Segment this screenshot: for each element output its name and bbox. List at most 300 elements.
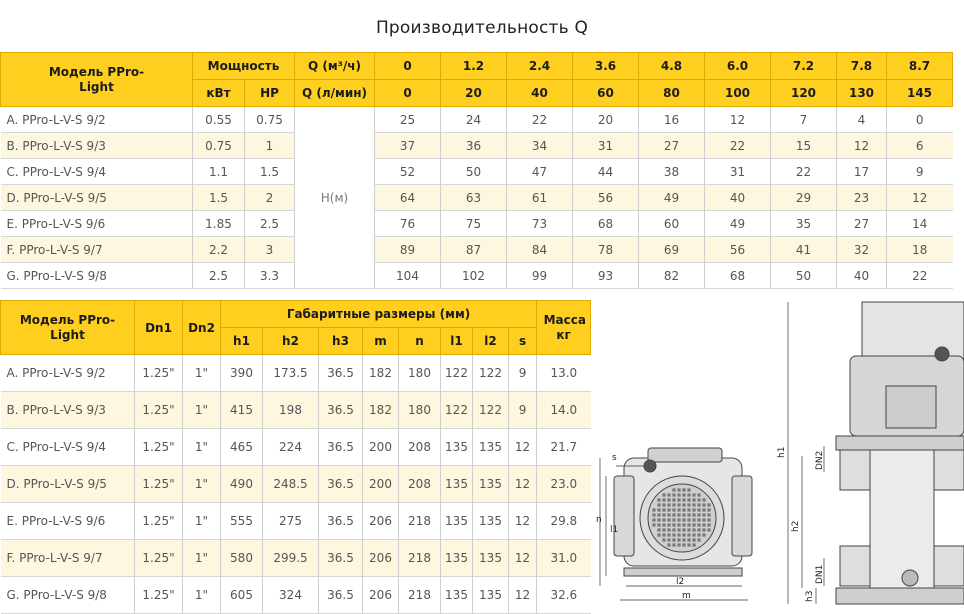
grille-hole [697, 508, 700, 511]
perf-head-cell: 22 [705, 133, 771, 159]
dn2-cell: 1" [183, 577, 221, 614]
perf-head-cell: 78 [573, 237, 639, 263]
grille-hole [672, 523, 675, 526]
dims-value-cell: 135 [441, 466, 473, 503]
dims-value-cell: 173.5 [263, 355, 319, 392]
grille-hole [692, 528, 695, 531]
grille-hole [687, 518, 690, 521]
dims-value-cell: 135 [441, 577, 473, 614]
perf-head-cell: 22 [771, 159, 837, 185]
performance-table [0, 52, 953, 289]
q-lmin-label: Q (л/мин) [295, 80, 375, 107]
q-m3h-value: 7.8 [837, 53, 887, 80]
perf-model-cell: F. PPro-L-V-S 9/7 [1, 237, 193, 263]
grille-hole [697, 493, 700, 496]
grille-hole [707, 508, 710, 511]
dims-value-cell: 390 [221, 355, 263, 392]
grille-hole [682, 538, 685, 541]
dims-value-cell: 122 [441, 392, 473, 429]
perf-head-cell: 32 [837, 237, 887, 263]
grille-hole [702, 518, 705, 521]
grille-hole [707, 513, 710, 516]
grille-hole [677, 523, 680, 526]
kw-header: кВт [193, 80, 245, 107]
perf-hp-cell: 1.5 [245, 159, 295, 185]
grille-hole [697, 538, 700, 541]
grille-hole [687, 513, 690, 516]
dims-value-cell: 218 [399, 577, 441, 614]
dims-value-cell: 180 [399, 355, 441, 392]
grille-hole [697, 518, 700, 521]
perf-head-cell: 49 [639, 185, 705, 211]
grille-hole [707, 503, 710, 506]
grille-hole [657, 528, 660, 531]
dims-value-cell: 324 [263, 577, 319, 614]
front-label-s: s [612, 453, 617, 463]
side-body [836, 436, 964, 604]
grille-hole [702, 513, 705, 516]
grille-hole [682, 508, 685, 511]
hp-header: HP [245, 80, 295, 107]
grille-hole [667, 528, 670, 531]
perf-head-cell: 56 [573, 185, 639, 211]
perf-head-cell: 9 [887, 159, 953, 185]
dn2-cell: 1" [183, 355, 221, 392]
perf-head-cell: 38 [639, 159, 705, 185]
q-lmin-value: 120 [771, 80, 837, 107]
grille-hole [692, 523, 695, 526]
perf-head-cell: 24 [441, 107, 507, 133]
mass-cell: 32.6 [537, 577, 591, 614]
dims-value-cell: 200 [363, 466, 399, 503]
grille-hole [667, 543, 670, 546]
q-lmin-value: 145 [887, 80, 953, 107]
perf-head-cell: 99 [507, 263, 573, 289]
grille-hole [692, 503, 695, 506]
perf-head-cell: 102 [441, 263, 507, 289]
grille-hole [662, 518, 665, 521]
grille-hole [667, 498, 670, 501]
grille-hole [662, 533, 665, 536]
pump-front-view-drawing [596, 436, 766, 606]
dims-value-cell: 135 [473, 540, 509, 577]
grille-hole [667, 493, 670, 496]
q-m3h-value: 3.6 [573, 53, 639, 80]
q-m3h-value: 4.8 [639, 53, 705, 80]
perf-head-cell: 14 [887, 211, 953, 237]
grille-hole [662, 508, 665, 511]
grille-hole [702, 508, 705, 511]
side-label-dn1: DN1 [815, 564, 825, 584]
perf-head-cell: 40 [705, 185, 771, 211]
grille-hole [692, 533, 695, 536]
perf-head-cell: 12 [887, 185, 953, 211]
grille-hole [662, 493, 665, 496]
side-motor [850, 302, 964, 436]
dims-model-cell: F. PPro-L-V-S 9/7 [1, 540, 135, 577]
perf-hp-cell: 3.3 [245, 263, 295, 289]
grille-hole [662, 513, 665, 516]
grille-hole [687, 543, 690, 546]
perf-head-cell: 50 [441, 159, 507, 185]
dn2-header: Dn2 [183, 301, 221, 355]
grille-hole [657, 533, 660, 536]
dn1-cell: 1.25" [135, 466, 183, 503]
dims-row [1, 540, 591, 577]
dims-value-cell: 122 [473, 355, 509, 392]
perf-head-cell: 37 [375, 133, 441, 159]
perf-hp-cell: 2.5 [245, 211, 295, 237]
grille-hole [682, 543, 685, 546]
grille-hole [687, 533, 690, 536]
mass-header [537, 301, 591, 355]
dims-col-header: h2 [263, 328, 319, 355]
perf-head-cell: 12 [837, 133, 887, 159]
power-header: Мощность [193, 53, 295, 80]
grille-hole [682, 523, 685, 526]
dims-col-header: s [509, 328, 537, 355]
perf-head-cell: 73 [507, 211, 573, 237]
dims-value-cell: 206 [363, 540, 399, 577]
dims-value-cell: 182 [363, 392, 399, 429]
q-m3h-value: 1.2 [441, 53, 507, 80]
grille-hole [682, 498, 685, 501]
grille-hole [672, 538, 675, 541]
dims-value-cell: 135 [441, 503, 473, 540]
dn2-cell: 1" [183, 466, 221, 503]
pump-side-view-drawing [774, 296, 964, 608]
h-label-cell: H(м) [295, 107, 375, 289]
dims-model-cell: A. PPro-L-V-S 9/2 [6, 366, 106, 380]
perf-hp-cell: 2 [245, 185, 295, 211]
grille-hole [697, 513, 700, 516]
perf-head-cell: 34 [507, 133, 573, 159]
grille-hole [702, 523, 705, 526]
grille-hole [657, 513, 660, 516]
perf-model-cell: A. PPro-L-V-S 9/2 [6, 112, 106, 127]
grille-hole [707, 518, 710, 521]
dn1-header: Dn1 [135, 301, 183, 355]
dims-value-cell: 248.5 [263, 466, 319, 503]
dims-value-cell: 555 [221, 503, 263, 540]
perf-head-cell: 50 [771, 263, 837, 289]
grille-hole [692, 543, 695, 546]
dims-value-cell: 200 [363, 429, 399, 466]
perf-head-cell: 69 [639, 237, 705, 263]
perf-head-cell: 60 [639, 211, 705, 237]
grille-hole [657, 523, 660, 526]
dims-col-header: l1 [441, 328, 473, 355]
side-label-h1: h1 [777, 446, 787, 458]
dims-row [1, 392, 591, 429]
dims-value-cell: 198 [263, 392, 319, 429]
front-outline [614, 448, 752, 576]
dims-value-cell: 36.5 [319, 355, 363, 392]
dims-model-cell: B. PPro-L-V-S 9/3 [1, 392, 135, 429]
dims-value-cell: 208 [399, 466, 441, 503]
perf-kw-cell: 1.85 [193, 211, 245, 237]
q-lmin-value: 80 [639, 80, 705, 107]
grille-hole [697, 523, 700, 526]
perf-head-cell: 40 [837, 263, 887, 289]
perf-header-row-1 [1, 53, 953, 80]
dims-row [1, 355, 591, 392]
dims-value-cell: 122 [441, 355, 473, 392]
grille-hole [682, 513, 685, 516]
grille-hole [677, 533, 680, 536]
dimensions-table [0, 300, 591, 614]
grille-hole [672, 488, 675, 491]
q-m3h-value: 6.0 [705, 53, 771, 80]
grille-hole [687, 508, 690, 511]
dims-value-cell: 218 [399, 540, 441, 577]
dims-col-header: h3 [319, 328, 363, 355]
grille-hole [667, 518, 670, 521]
perf-model-cell: C. PPro-L-V-S 9/4 [6, 164, 107, 179]
dims-row [1, 429, 591, 466]
perf-model-header [1, 53, 193, 107]
grille-hole [662, 538, 665, 541]
dims-model-header-text: Модель PPro-Light [19, 312, 116, 342]
perf-head-cell: 82 [639, 263, 705, 289]
perf-kw-cell: 0.75 [193, 133, 245, 159]
dims-value-cell: 135 [473, 429, 509, 466]
front-label-l1: l1 [610, 525, 619, 535]
dims-value-cell: 12 [509, 577, 537, 614]
perf-head-cell: 17 [837, 159, 887, 185]
grille-hole [687, 523, 690, 526]
perf-kw-cell: 2.5 [193, 263, 245, 289]
perf-head-cell: 41 [771, 237, 837, 263]
dims-value-cell: 182 [363, 355, 399, 392]
dims-row [1, 466, 591, 503]
grille-hole [687, 498, 690, 501]
dims-value-cell: 36.5 [319, 577, 363, 614]
perf-head-cell: 29 [771, 185, 837, 211]
q-lmin-value: 130 [837, 80, 887, 107]
dims-model-cell: E. PPro-L-V-S 9/6 [6, 514, 106, 528]
grille-hole [662, 498, 665, 501]
dims-value-cell: 12 [509, 540, 537, 577]
dims-value-cell: 465 [221, 429, 263, 466]
dims-model-cell: G. PPro-L-V-S 9/8 [6, 588, 107, 602]
dims-value-cell: 12 [509, 503, 537, 540]
grille-hole [687, 503, 690, 506]
perf-row [1, 211, 953, 237]
dims-value-cell: 490 [221, 466, 263, 503]
perf-head-cell: 93 [573, 263, 639, 289]
grille-hole [682, 493, 685, 496]
perf-head-cell: 31 [705, 159, 771, 185]
page-title: Производительность Q [375, 18, 589, 38]
grille-hole [667, 513, 670, 516]
perf-head-cell: 0 [887, 107, 953, 133]
grille-hole [692, 518, 695, 521]
perf-hp-cell: 1 [245, 133, 295, 159]
perf-head-cell: 22 [507, 107, 573, 133]
grille-hole [677, 503, 680, 506]
perf-head-cell: 20 [573, 107, 639, 133]
dims-model-cell: C. PPro-L-V-S 9/4 [6, 440, 107, 454]
dims-group-header: Габаритные размеры (мм) [221, 301, 537, 328]
grille-hole [662, 528, 665, 531]
dims-col-header: h1 [221, 328, 263, 355]
grille-hole [677, 513, 680, 516]
perf-head-cell: 68 [705, 263, 771, 289]
grille-hole [652, 513, 655, 516]
dn1-cell: 1.25" [135, 392, 183, 429]
dims-value-cell: 206 [363, 503, 399, 540]
perf-head-cell: 27 [639, 133, 705, 159]
perf-head-cell: 52 [375, 159, 441, 185]
grille-hole [672, 533, 675, 536]
dn2-cell: 1" [183, 429, 221, 466]
dn2-cell: 1" [183, 392, 221, 429]
grille-hole [657, 518, 660, 521]
perf-head-cell: 104 [375, 263, 441, 289]
perf-head-cell: 16 [639, 107, 705, 133]
perf-kw-cell: 2.2 [193, 237, 245, 263]
grille-hole [677, 528, 680, 531]
mass-cell: 21.7 [537, 429, 591, 466]
grille-hole [667, 508, 670, 511]
dn1-cell: 1.25" [135, 429, 183, 466]
perf-head-cell: 49 [705, 211, 771, 237]
front-label-n: n [596, 515, 602, 525]
grille-hole [687, 538, 690, 541]
dims-value-cell: 36.5 [319, 466, 363, 503]
perf-head-cell: 12 [705, 107, 771, 133]
perf-head-cell: 35 [771, 211, 837, 237]
dims-value-cell: 206 [363, 577, 399, 614]
grille-hole [677, 493, 680, 496]
dims-value-cell: 135 [473, 466, 509, 503]
dims-value-cell: 36.5 [319, 540, 363, 577]
dims-header-row-1 [1, 301, 591, 328]
grille-hole [672, 493, 675, 496]
front-label-m: m [682, 591, 691, 601]
grille-hole [662, 523, 665, 526]
grille-hole [682, 528, 685, 531]
perf-head-cell: 89 [375, 237, 441, 263]
grille-hole [697, 503, 700, 506]
dims-value-cell: 9 [509, 355, 537, 392]
grille-hole [702, 528, 705, 531]
perf-head-cell: 23 [837, 185, 887, 211]
q-m3h-value: 2.4 [507, 53, 573, 80]
perf-model-cell: B. PPro-L-V-S 9/3 [1, 133, 193, 159]
dims-model-cell: D. PPro-L-V-S 9/5 [1, 466, 135, 503]
grille-hole [672, 518, 675, 521]
dn2-cell: 1" [183, 540, 221, 577]
perf-head-cell: 6 [887, 133, 953, 159]
perf-head-cell: 87 [441, 237, 507, 263]
front-label-l2: l2 [676, 577, 685, 587]
perf-head-cell: 47 [507, 159, 573, 185]
grille-hole [677, 508, 680, 511]
perf-head-cell: 56 [705, 237, 771, 263]
dims-value-cell: 36.5 [319, 392, 363, 429]
dims-value-cell: 36.5 [319, 503, 363, 540]
dims-col-header: n [399, 328, 441, 355]
grille-hole [692, 513, 695, 516]
dims-value-cell: 12 [509, 466, 537, 503]
grille-hole [682, 488, 685, 491]
dn1-cell: 1.25" [135, 355, 183, 392]
perf-head-cell: 63 [441, 185, 507, 211]
perf-kw-cell: 0.55 [193, 107, 245, 133]
grille-hole [677, 518, 680, 521]
grille-hole [662, 503, 665, 506]
mass-cell: 31.0 [537, 540, 591, 577]
side-label-h2: h2 [791, 520, 801, 532]
grille-hole [672, 508, 675, 511]
dims-value-cell: 218 [399, 503, 441, 540]
perf-head-cell: 25 [375, 107, 441, 133]
perf-head-cell: 7 [771, 107, 837, 133]
grille-hole [657, 498, 660, 501]
grille-hole [667, 503, 670, 506]
perf-head-cell: 68 [573, 211, 639, 237]
dn1-cell: 1.25" [135, 540, 183, 577]
perf-hp-cell: 0.75 [245, 107, 295, 133]
dims-value-cell: 122 [473, 392, 509, 429]
dims-value-cell: 180 [399, 392, 441, 429]
grille-hole [687, 493, 690, 496]
perf-head-cell: 44 [573, 159, 639, 185]
grille-hole [697, 528, 700, 531]
mass-cell: 14.0 [537, 392, 591, 429]
grille-hole [702, 503, 705, 506]
dims-value-cell: 224 [263, 429, 319, 466]
perf-model-header-text: Модель PPro-Light [48, 64, 145, 94]
perf-head-cell: 31 [573, 133, 639, 159]
perf-head-cell: 75 [441, 211, 507, 237]
perf-head-cell: 15 [771, 133, 837, 159]
dims-value-cell: 9 [509, 392, 537, 429]
q-m3h-value: 0 [375, 53, 441, 80]
perf-head-cell: 22 [887, 263, 953, 289]
dims-value-cell: 12 [509, 429, 537, 466]
perf-head-cell: 4 [837, 107, 887, 133]
perf-head-cell: 36 [441, 133, 507, 159]
perf-kw-cell: 1.5 [193, 185, 245, 211]
perf-head-cell: 27 [837, 211, 887, 237]
dims-value-cell: 208 [399, 429, 441, 466]
mass-header-text: Масса кг [543, 312, 586, 342]
mass-cell: 23.0 [537, 466, 591, 503]
perf-head-cell: 18 [887, 237, 953, 263]
grille-hole [667, 533, 670, 536]
q-lmin-value: 40 [507, 80, 573, 107]
perf-hp-cell: 3 [245, 237, 295, 263]
grille-hole [692, 498, 695, 501]
dn1-cell: 1.25" [135, 503, 183, 540]
q-lmin-value: 20 [441, 80, 507, 107]
perf-row [1, 159, 953, 185]
side-label-dn2: DN2 [815, 450, 825, 470]
q-lmin-value: 60 [573, 80, 639, 107]
q-m3h-label: Q (м³/ч) [295, 53, 375, 80]
grille-hole [677, 543, 680, 546]
grille-hole [692, 493, 695, 496]
side-label-h3: h3 [805, 590, 815, 602]
perf-head-cell: 76 [375, 211, 441, 237]
grille-hole [652, 508, 655, 511]
grille-hole [682, 518, 685, 521]
q-lmin-value: 0 [375, 80, 441, 107]
grille-hole [672, 543, 675, 546]
